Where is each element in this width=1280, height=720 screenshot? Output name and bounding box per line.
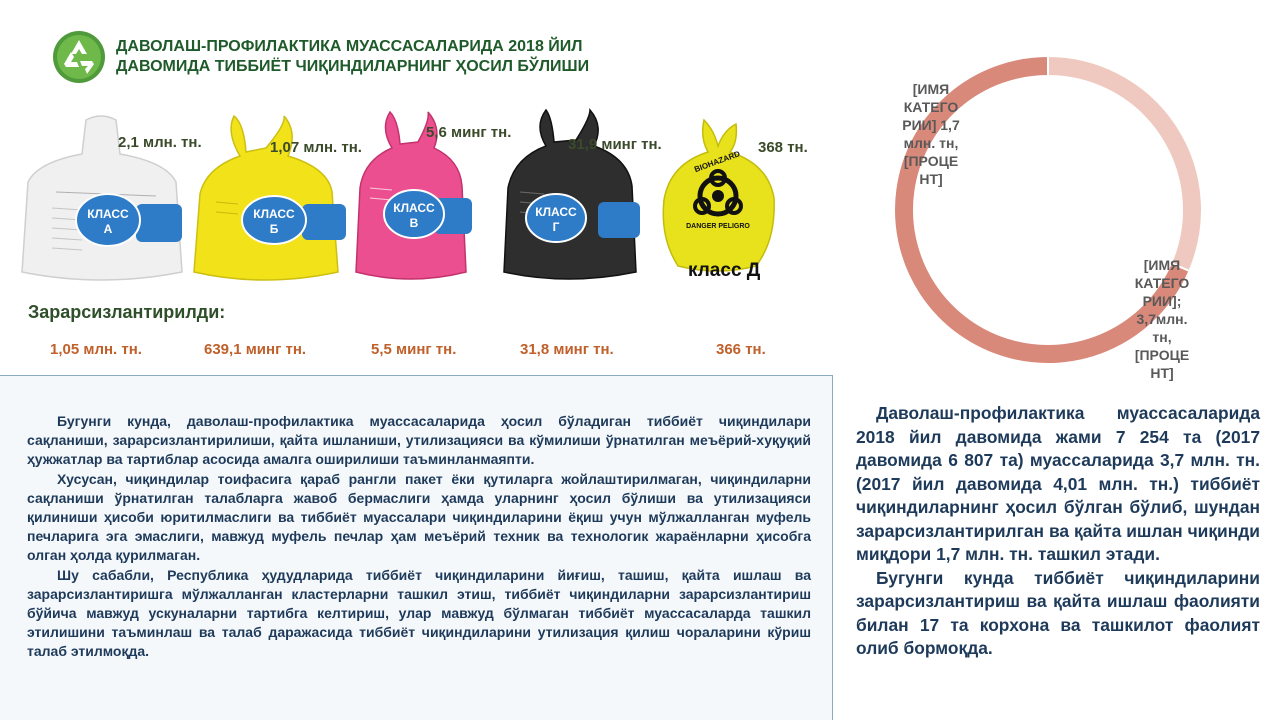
bag-d-print-bottom: DANGER PELIGRO xyxy=(686,223,750,230)
disinfected-label: Зарарсизлантирилди: xyxy=(28,302,226,322)
bag-a-label-2: А xyxy=(103,222,113,236)
bag-b-label-1: КЛАСС xyxy=(253,207,295,221)
donut-label-line: [ИМЯ xyxy=(1143,257,1181,273)
disinfected-value-g: 31,8 минг тн. xyxy=(520,341,614,358)
title-line-2: ДАВОМИДА ТИББИЁТ ЧИҚИНДИЛАРНИНГ ҲОСИЛ БЎЛИШИ xyxy=(116,58,590,75)
page-title xyxy=(116,37,589,77)
left-paragraph-2: Хусусан, чиқиндилар тоифасига қараб рангли пакет ёки қутиларга жойлаштирилмаган, чиқиндиларни сақланиши ўрнатилган талабларга жавоб бермаслиги ҳамда уларнинг ҳосил бўлиши ва утилизацияси қилиниши ҳисоби юритилмаслиги ва тиббиёт муассалари чиқиндиларини ёқиш учун мўлжалланган муфель печларига эга эмаслиги, мавжуд муфель печлар ҳам меъёрий техник ва технологик жараёнларни ҳисобга олган ҳолда қурилмаган. xyxy=(27,470,811,564)
donut-label-line: НТ] xyxy=(1150,365,1174,381)
bag-b-amount: 1,07 млн. тн. xyxy=(270,139,362,156)
right-paragraph-1: Даволаш-профилактика муассасаларида 2018 йил давомида жами 7 254 та (2017 давомида 6 807 та) муассаларида 3,7 млн. тн. (2017 йил давомида 4,01 млн. тн.) тиббиёт чиқиндиларнинг ҳосил бўлган бўлиб, шундан зарарсизлантирилган ва қайта ишлан чиқинди миқдори 1,7 млн. тн. ташкил этади. xyxy=(856,403,1260,564)
bag-a-amount: 2,1 млн. тн. xyxy=(118,134,202,151)
donut-label-line: млн. тн, xyxy=(903,135,959,151)
bag-b-label-2: Б xyxy=(269,222,279,236)
right-text xyxy=(856,402,1260,661)
donut-label-line: [ПРОЦЕ xyxy=(903,153,959,169)
disinfected-value-d: 366 тн. xyxy=(716,341,766,358)
donut-label-line: 3,7млн. xyxy=(1136,311,1188,327)
donut-label-1 xyxy=(1120,256,1204,382)
donut-label-line: РИИ]; xyxy=(1142,293,1182,309)
bag-a-label-1: КЛАСС xyxy=(87,207,129,221)
bag-c-label-1: КЛАСС xyxy=(393,201,435,215)
bag-d-amount: 368 тн. xyxy=(758,139,808,156)
left-paragraph-1: Бугунги кунда, даволаш-профилактика муассасаларида ҳосил бўладиган тиббиёт чиқиндилари сақланиши, зарарсизлантирилиши, қайта ишланиши, утилизацияси ва кўмилиши ўрнатилган меъёрий-хуқуқий ҳужжатлар ва тартиблар асосида амалга оширилиши таъминланмаяпти. xyxy=(27,413,811,468)
donut-label-line: РИИ] 1,7 xyxy=(902,117,960,133)
bag-class-g xyxy=(500,108,640,286)
right-paragraph-2: Бугунги кунда тиббиёт чиқиндиларини зарарсизлантириш ва қайта ишлаш фаолияти билан 17 та корхона ва ташкилот фаолият олиб бормоқда. xyxy=(856,567,1260,658)
donut-label-0 xyxy=(890,80,972,188)
disinfected-value-b: 639,1 минг тн. xyxy=(204,341,307,358)
bag-g-label-2: Г xyxy=(552,220,560,234)
donut-label-line: КАТЕГО xyxy=(903,99,959,115)
title-line-1: ДАВОЛАШ-ПРОФИЛАКТИКА МУАССАСАЛАРИДА 2018 ЙИЛ xyxy=(116,38,583,55)
bag-c-label-2: В xyxy=(409,216,419,230)
disinfected-value-c: 5,5 минг тн. xyxy=(371,341,457,358)
bag-d-label: класс Д xyxy=(688,260,761,281)
left-text xyxy=(27,412,811,662)
donut-label-line: [ИМЯ xyxy=(912,81,950,97)
donut-label-line: НТ] xyxy=(919,171,943,187)
bag-g-label-1: КЛАСС xyxy=(535,205,577,219)
recycle-logo-icon xyxy=(52,30,106,84)
donut-label-line: тн, xyxy=(1152,329,1172,345)
donut-slice-0 xyxy=(1048,56,1202,271)
header xyxy=(52,30,589,84)
bag-d-print-top: BIOHAZARD xyxy=(693,149,742,175)
bag-c-amount: 5,6 минг тн. xyxy=(426,124,512,141)
disinfected-value-a: 1,05 млн. тн. xyxy=(50,341,142,358)
donut-label-line: [ПРОЦЕ xyxy=(1134,347,1190,363)
bag-g-amount: 31,9 минг тн. xyxy=(568,136,662,153)
left-paragraph-3: Шу сабабли, Республика ҳудудларида тиббиёт чиқиндиларини йиғиш, ташиш, қайта ишлаш ва зарарсизлантиришга мўлжалланган кластерларни ташкил этиш, тиббиёт чиқиндиларни зарарсизлантириш бўйича мавжуд ускуналарни тартибга келтириш, улар мавжуд бўлмаган тиббиёт муассасаларда ташкил этилишини таъминлаш ва талаб даражасида тиббиёт чиқиндиларини утилизация қилиш чораларини кўриш талаб этилмоқда. xyxy=(27,566,811,660)
donut-label-line: КАТЕГО xyxy=(1134,275,1190,291)
